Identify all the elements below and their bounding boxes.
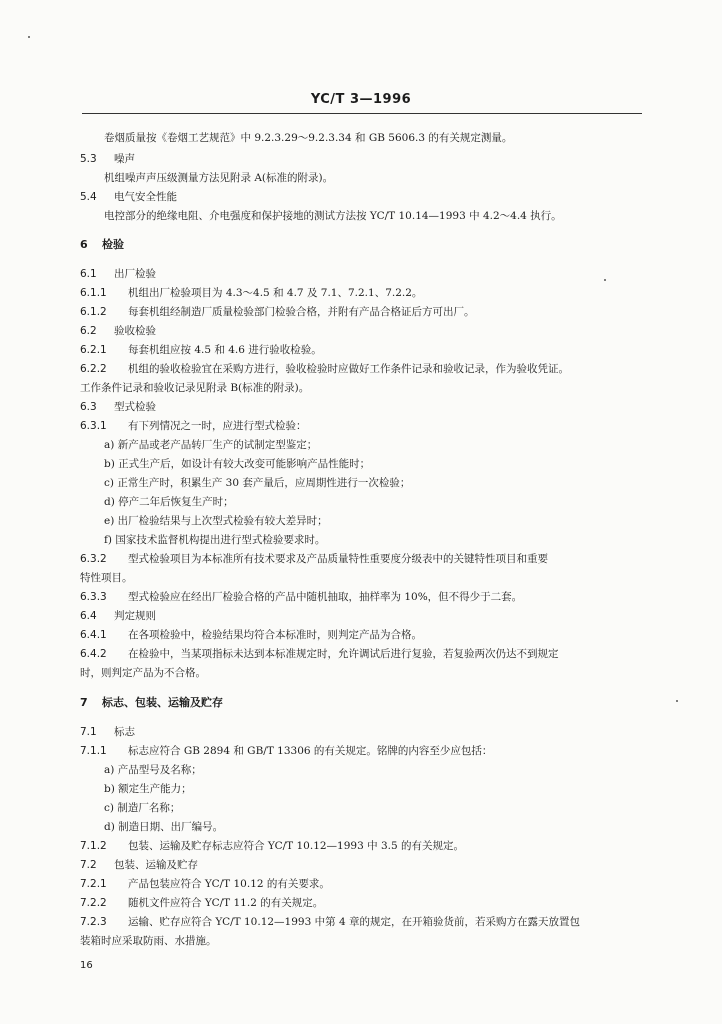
text-line-l18 xyxy=(104,476,410,490)
text-line-l21 xyxy=(104,533,325,547)
clause-number: 5.4 xyxy=(80,191,97,203)
clause-text: 每套机组经制造厂质量检验部门检验合格，并附有产品合格证后方可出厂。 xyxy=(128,306,475,318)
text-line-l26 xyxy=(80,628,422,642)
text-line-l28 xyxy=(80,666,206,680)
text-line-l34 xyxy=(104,801,180,815)
clause-text: 噪声 xyxy=(114,153,135,165)
text-line-l06 xyxy=(80,238,124,252)
clause-number: 7 xyxy=(80,696,88,709)
clause-text: 卷烟质量按《卷烟工艺规范》中 9.2.3.29～9.2.3.34 和 GB 5606.3 的有关规定测量。 xyxy=(104,132,513,144)
text-line-l19 xyxy=(104,495,234,509)
text-line-l30 xyxy=(80,725,135,739)
text-line-l13 xyxy=(80,381,309,395)
clause-text: 型式检验 xyxy=(114,401,156,413)
clause-text: 机组噪声声压级测量方法见附录 A(标准的附录)。 xyxy=(104,172,334,184)
clause-text: 每套机组应按 4.5 和 4.6 进行验收检验。 xyxy=(128,344,322,356)
clause-number: 6.4.1 xyxy=(80,629,107,641)
clause-number: 6.2.1 xyxy=(80,344,107,356)
clause-number: 7.1 xyxy=(80,726,97,738)
clause-text: 运输、贮存应符合 YC/T 10.12—1993 中第 4 章的规定，在开箱验货前，若采购方在露天放置包 xyxy=(128,916,580,928)
clause-text: d) 制造日期、出厂编号。 xyxy=(104,821,224,833)
clause-number: 6 xyxy=(80,238,88,251)
clause-number: 6.2.2 xyxy=(80,363,107,375)
clause-text: 特性项目。 xyxy=(80,572,133,584)
text-line-l04 xyxy=(80,190,177,204)
text-line-l02 xyxy=(80,152,135,166)
text-line-l15 xyxy=(80,419,307,433)
clause-text: 判定规则 xyxy=(114,610,156,622)
clause-text: c) 制造厂名称； xyxy=(104,802,181,814)
clause-text: 验收检验 xyxy=(114,325,156,337)
text-line-l07 xyxy=(80,267,156,281)
text-line-l11 xyxy=(80,343,322,357)
clause-number: 6.3 xyxy=(80,401,97,413)
clause-number: 6.3.2 xyxy=(80,553,107,565)
clause-text: a) 产品型号及名称； xyxy=(104,764,202,776)
clause-text: 出厂检验 xyxy=(114,268,156,280)
clause-text: 在检验中，当某项指标未达到本标准规定时，允许调试后进行复验，若复验两次仍达不到规定 xyxy=(128,648,559,660)
scan-speck xyxy=(604,279,606,281)
clause-text: b) 额定生产能力； xyxy=(104,783,192,795)
clause-text: b) 正式生产后，如设计有较大改变可能影响产品性能时； xyxy=(104,458,371,470)
clause-text: f) 国家技术监督机构提出进行型式检验要求时。 xyxy=(104,534,326,546)
clause-number: 6.1 xyxy=(80,268,97,280)
text-line-l01 xyxy=(104,131,512,145)
clause-text: 在各项检验中，检验结果均符合本标准时，则判定产品为合格。 xyxy=(128,629,422,641)
text-line-l03 xyxy=(104,171,333,185)
header-rule xyxy=(82,113,642,114)
scan-speck xyxy=(676,700,678,702)
text-line-l20 xyxy=(104,514,328,528)
text-line-l31 xyxy=(80,744,492,758)
scan-speck xyxy=(28,36,30,38)
text-line-l24 xyxy=(80,590,522,604)
clause-text: a) 新产品或老产品转厂生产的试制定型鉴定； xyxy=(104,439,318,451)
clause-text: 随机文件应符合 YC/T 11.2 的有关规定。 xyxy=(128,897,324,909)
text-line-l16 xyxy=(104,438,317,452)
clause-text: 标志应符合 GB 2894 和 GB/T 13306 的有关规定。铭牌的内容至少应包括： xyxy=(128,745,493,757)
clause-number: 7.2.3 xyxy=(80,916,107,928)
clause-text: 包装、运输及贮存 xyxy=(114,859,198,871)
clause-number: 7.1.1 xyxy=(80,745,107,757)
clause-text: 产品包装应符合 YC/T 10.12 的有关要求。 xyxy=(128,878,330,890)
text-line-l14 xyxy=(80,400,156,414)
text-line-l33 xyxy=(104,782,192,796)
clause-text: 标志 xyxy=(114,726,135,738)
text-line-l08 xyxy=(80,286,422,300)
clause-text: 电气安全性能 xyxy=(114,191,177,203)
text-line-l17 xyxy=(104,457,370,471)
clause-number: 6.1.1 xyxy=(80,287,107,299)
clause-number: 7.2.2 xyxy=(80,897,107,909)
text-line-l37 xyxy=(80,858,198,872)
clause-number: 6.3.1 xyxy=(80,420,107,432)
clause-text: 装箱时应采取防雨、水措施。 xyxy=(80,935,217,947)
page-number: 16 xyxy=(80,960,93,971)
text-line-l32 xyxy=(104,763,202,777)
text-line-l27 xyxy=(80,647,559,661)
clause-number: 7.2.1 xyxy=(80,878,107,890)
clause-text: 型式检验应在经出厂检验合格的产品中随机抽取，抽样率为 10%，但不得少于二套。 xyxy=(128,591,523,603)
text-line-l12 xyxy=(80,362,569,376)
text-line-l05 xyxy=(104,209,562,223)
clause-number: 7.2 xyxy=(80,859,97,871)
clause-text: 检验 xyxy=(102,238,124,251)
text-line-l09 xyxy=(80,305,475,319)
clause-text: 型式检验项目为本标准所有技术要求及产品质量特性重要度分级表中的关键特性项目和重要 xyxy=(128,553,548,565)
text-line-l25 xyxy=(80,609,156,623)
clause-text: 电控部分的绝缘电阻、介电强度和保护接地的测试方法按 YC/T 10.14—1993 中 4.2～4.4 执行。 xyxy=(104,210,562,222)
clause-text: e) 出厂检验结果与上次型式检验有较大差异时； xyxy=(104,515,328,527)
clause-number: 7.1.2 xyxy=(80,840,107,852)
clause-text: 机组的验收检验宜在采购方进行，验收检验时应做好工作条件记录和验收记录，作为验收凭证。 xyxy=(128,363,569,375)
clause-text: d) 停产二年后恢复生产时； xyxy=(104,496,234,508)
clause-number: 6.2 xyxy=(80,325,97,337)
text-line-l29 xyxy=(80,696,223,710)
clause-number: 6.3.3 xyxy=(80,591,107,603)
text-line-l22 xyxy=(80,552,548,566)
text-line-l35 xyxy=(104,820,223,834)
clause-number: 6.4 xyxy=(80,610,97,622)
clause-text: c) 正常生产时，积累生产 30 套产量后，应周期性进行一次检验； xyxy=(104,477,411,489)
clause-text: 机组出厂检验项目为 4.3～4.5 和 4.7 及 7.1、7.2.1、7.2.2。 xyxy=(128,287,423,299)
clause-number: 6.1.2 xyxy=(80,306,107,318)
text-line-l38 xyxy=(80,877,330,891)
text-line-l40 xyxy=(80,915,580,929)
text-line-l10 xyxy=(80,324,156,338)
text-line-l41 xyxy=(80,934,217,948)
clause-text: 包装、运输及贮存标志应符合 YC/T 10.12—1993 中 3.5 的有关规定。 xyxy=(128,840,464,852)
clause-text: 有下列情况之一时，应进行型式检验： xyxy=(128,420,307,432)
clause-text: 工作条件记录和验收记录见附录 B(标准的附录)。 xyxy=(80,382,310,394)
clause-number: 6.4.2 xyxy=(80,648,107,660)
clause-text: 时，则判定产品为不合格。 xyxy=(80,667,206,679)
text-line-l36 xyxy=(80,839,464,853)
text-line-l23 xyxy=(80,571,133,585)
page-header: YC/T 3—1996 xyxy=(310,92,412,107)
clause-number: 5.3 xyxy=(80,153,97,165)
clause-text: 标志、包装、运输及贮存 xyxy=(102,696,223,709)
text-line-l39 xyxy=(80,896,323,910)
